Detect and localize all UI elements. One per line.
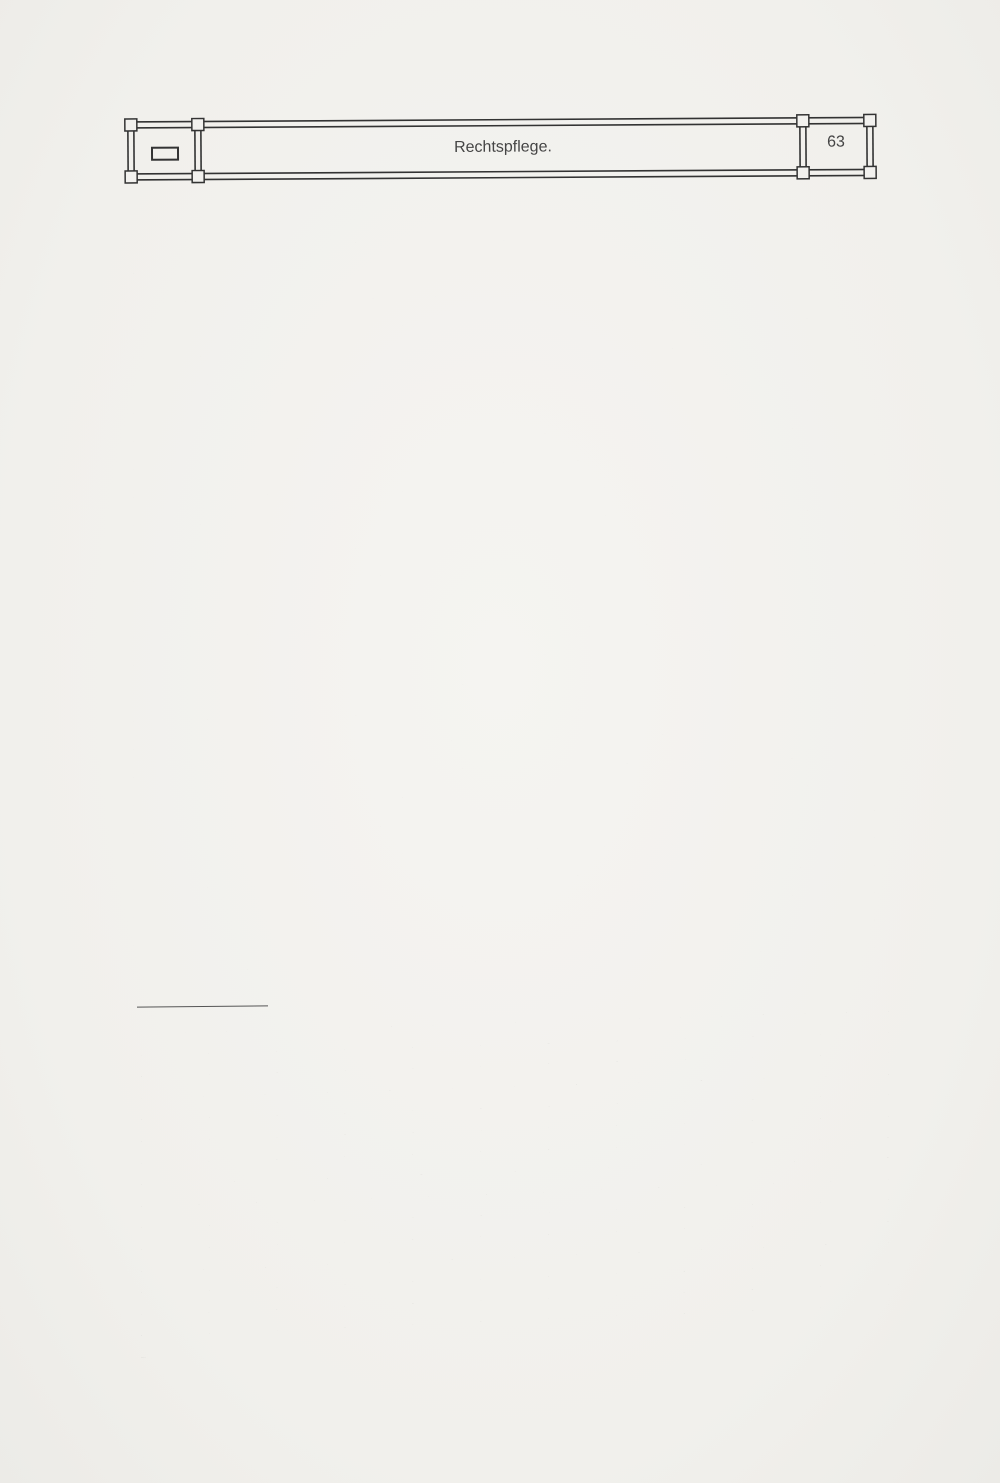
running-head bbox=[120, 105, 882, 192]
page-number: 63 bbox=[827, 133, 845, 151]
running-head-title: Rechtspflege. bbox=[454, 138, 552, 156]
body-text bbox=[133, 204, 875, 994]
spaced-emphasis bbox=[133, 970, 248, 974]
ornament-box bbox=[152, 148, 178, 160]
footnote-rule bbox=[137, 1005, 268, 1007]
footnotes bbox=[141, 1024, 889, 1374]
